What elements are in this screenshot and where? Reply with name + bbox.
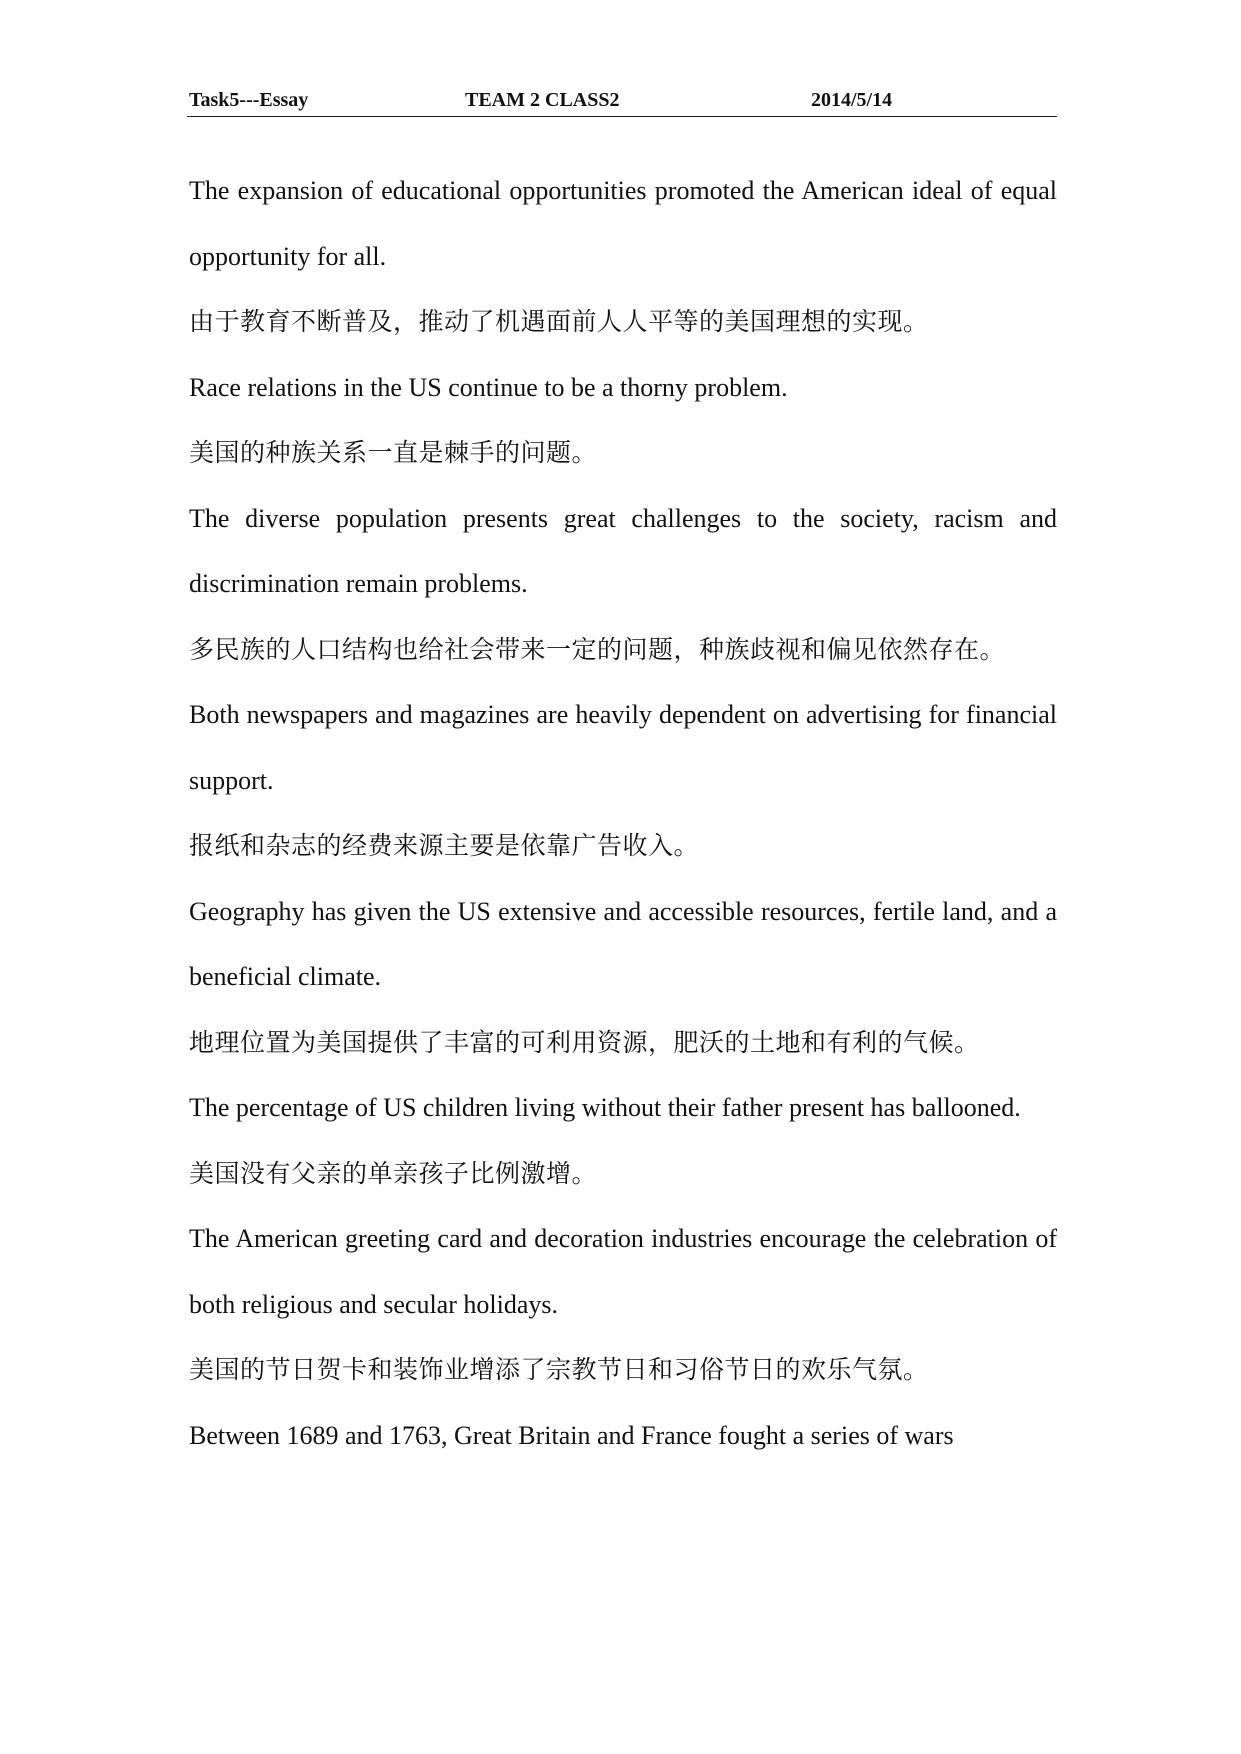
paragraph-chinese: 由于教育不断普及，推动了机遇面前人人平等的美国理想的实现。	[189, 307, 929, 336]
paragraph-chinese: 地理位置为美国提供了丰富的可利用资源，肥沃的土地和有利的气候。	[189, 1027, 980, 1057]
paragraph-english: Both newspapers and magazines are heavily dependent on advertising for financial support.	[189, 700, 1057, 795]
document-body	[189, 158, 1057, 1468]
paragraph-english: The expansion of educational opportunities promoted the American ideal of equal opportunity for all.	[189, 176, 1057, 271]
paragraph-english: The percentage of US children living without their father present has ballooned.	[189, 1093, 1021, 1122]
paragraph-chinese: 美国没有父亲的单亲孩子比例激增。	[189, 1158, 598, 1188]
paragraph-english: The American greeting card and decoration industries encourage the celebration of both religious and secular holidays.	[189, 1224, 1057, 1319]
paragraph-chinese: 美国的节日贺卡和装饰业增添了宗教节日和习俗节日的欢乐气氛。	[189, 1355, 929, 1384]
paragraph-chinese: 美国的种族关系一直是棘手的问题。	[189, 438, 598, 467]
paragraph-chinese: 多民族的人口结构也给社会带来一定的问题，种族歧视和偏见依然存在。	[189, 634, 1006, 664]
paragraph-english: Geography has given the US extensive and accessible resources, fertile land, and a beneficial climate.	[189, 896, 1057, 991]
header-date: 2014/5/14	[811, 89, 893, 111]
paragraph-english: Race relations in the US continue to be a thorny problem.	[189, 372, 788, 402]
paragraph-chinese: 报纸和杂志的经费来源主要是依靠广告收入。	[189, 831, 700, 860]
header-team-label: TEAM 2 CLASS2	[465, 89, 620, 111]
header-task-label: Task5---Essay	[189, 89, 309, 111]
paragraph-english: Between 1689 and 1763, Great Britain and France fought a series of wars	[189, 1420, 954, 1450]
page-header	[187, 86, 1057, 117]
paragraph-english: The diverse population presents great challenges to the society, racism and discrimination remain problems.	[189, 503, 1057, 598]
